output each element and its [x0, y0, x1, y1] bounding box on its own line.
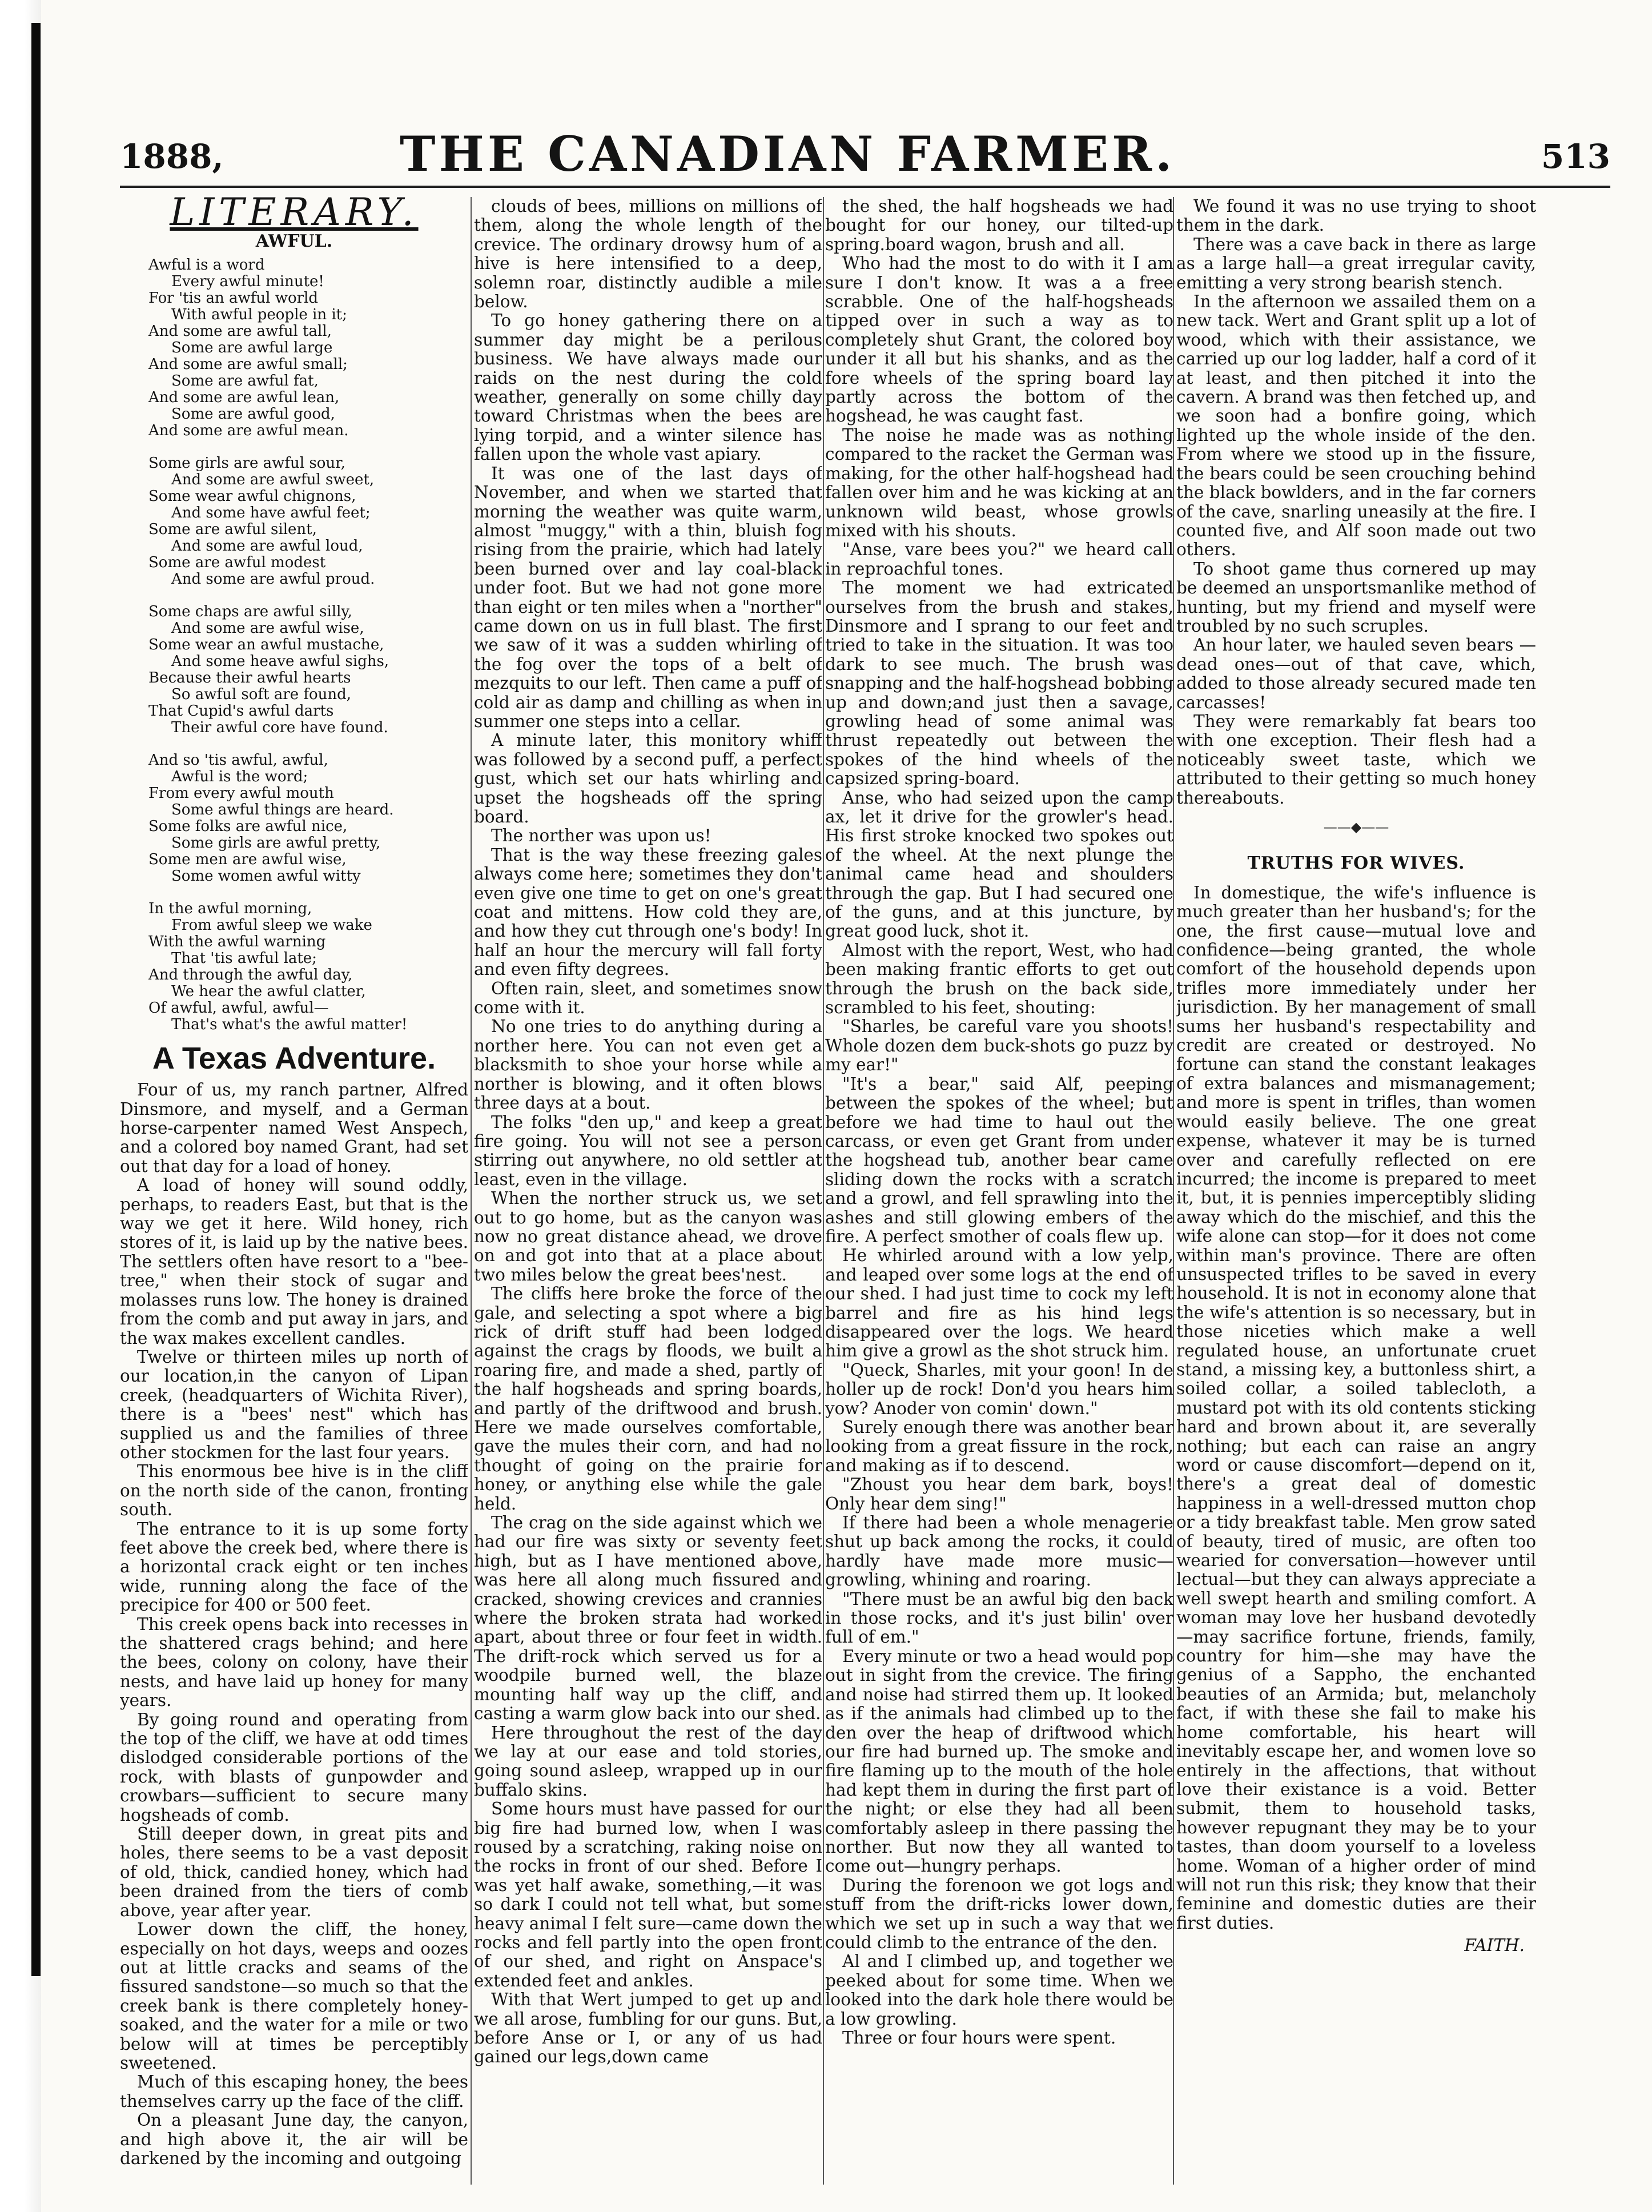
story-paragraph: They were remarkably fat bears too with one exception. Their flesh had a noticeably sweet taste, which we attributed to their getting so much honey thereabouts. [1176, 711, 1536, 808]
poem-line: For 'tis an awful world [148, 289, 318, 307]
story-paragraph: This creek opens back into recesses in the shattered crags behind; and here the bees, colony on colony, have their nests, and have laid up honey for many years. [120, 1614, 468, 1711]
poem-line: With awful people in it; [171, 306, 347, 323]
poem-line: We hear the awful clatter, [171, 982, 366, 1000]
story-paragraph: It was one of the last days of November, and when we started that morning the weather was quite warm, almost "muggy," with a thin, bluish fog rising from the prairie, which had lately been burned over and lay coal-black under foot. But we had not gone more than eight or ten miles when a "norther" came down on us in full blast. The first we saw of it was a sudden whirling of the fog over the tops of a belt of mezquits to our left. Then came a puff of cold air as damp and chilling as when in summer one steps into a cellar. [474, 463, 822, 731]
poem-line: Some are awful large [171, 339, 333, 356]
poem-line: And some are awful sweet, [171, 471, 375, 488]
poem-stanza [148, 455, 468, 588]
poem-line: So awful soft are found, [171, 685, 352, 703]
poem-line: Some women awful witty [171, 867, 361, 885]
poem-line: Some wear an awful mustache, [148, 636, 384, 653]
poem-line: And some are awful loud, [171, 537, 363, 555]
story-column-1-body [120, 1081, 468, 2168]
poem-line: With the awful warning [148, 933, 326, 950]
column-rule [471, 197, 472, 2185]
story-paragraph: Some hours must have passed for our big fire had burned low, when I was roused by a scratching, raking noise on the rocks in front of our shed. Before I was yet half awake, something,—it was so dark I could not tell what, but some heavy animal I felt sure—came down the rocks and fell partly into the open front of our shed, and right on Anspace's extended feet and ankles. [474, 1799, 822, 1990]
truths-body [1176, 884, 1536, 1933]
poem-line: Some girls are awful sour, [148, 454, 345, 472]
story-paragraph: Al and I climbed up, and together we peeked about for some time. When we looked into the dark hole there would be a low growling. [825, 1952, 1173, 2029]
story-paragraph: If there had been a whole menagerie shut up back among the rocks, it could hardly have made more music—growling, whining and roaring. [825, 1513, 1173, 1590]
poem-line: And some heave awful sighs, [171, 652, 389, 670]
poem-line: Some are awful fat, [171, 372, 319, 390]
poem-line: Awful is the word; [171, 768, 308, 785]
poem-stanza [148, 752, 468, 885]
story-paragraph: With that Wert jumped to get up and we all arose, fumbling for our guns. But, before Anse or I, or any of us had gained our legs,down came [474, 1990, 822, 2067]
poem-title: AWFUL. [255, 231, 333, 252]
story-paragraph: Anse, who had seized upon the camp ax, let it drive for the growler's head. His first stroke knocked two spokes out of the wheel. At the next plunge the animal came head and shoulders through the gap. But I had secured one of the guns, and at this juncture, by great good luck, shot it. [825, 788, 1173, 941]
poem-line: Some are awful silent, [148, 520, 317, 538]
poem-line: Some awful things are heard. [171, 801, 394, 818]
story-paragraph: clouds of bees, millions on millions of them, along the whole length of the crevice. The ordinary drowsy hum of a hive is here intensified to a deep, solemn roar, distinctly audible a mile below. [474, 197, 822, 312]
story-paragraph: No one tries to do anything during a norther here. You can not even get a blacksmith to shoe your horse while a norther is blowing, and it often blows three days at a bout. [474, 1017, 822, 1113]
story-paragraph: Here throughout the rest of the day we lay at our ease and told stories, going sound asleep, wrapped up in our buffalo skins. [474, 1723, 822, 1800]
truths-section-title: TRUTHS FOR WIVES. [1247, 853, 1465, 874]
column-rule [823, 197, 824, 2185]
poem-line: And some are awful proud. [171, 570, 375, 588]
story-paragraph: The entrance to it is up some forty feet above the creek bed, where there is a horizontal crack eight or ten inches wide, running along the face of the precipice for 400 or 500 feet. [120, 1519, 468, 1615]
story-paragraph: The folks "den up," and keep a great fire going. You will not see a person stirring out anywhere, no old settler at least, even in the village. [474, 1112, 822, 1189]
story-paragraph: To shoot game thus cornered up may be deemed an unsportsmanlike method of hunting, but my friend and myself were troubled by no such scruples. [1176, 559, 1536, 636]
story-column-2-body [474, 197, 822, 2067]
poem-line: And some are awful lean, [148, 388, 340, 406]
section-ornament: ——◆—— [1323, 819, 1389, 835]
literary-section-title: LITERARY. [170, 197, 419, 234]
story-paragraph: The moment we had extricated ourselves from the brush and stakes, Dinsmore and I sprang to our feet and tried to take in the situation. It was too dark to see much. The brush was snapping and the half-hogshead bobbing up and down;and just then a savage, growling head of some animal was thrust repeatedly out between the spokes of the hind wheels of the capsized spring-board. [825, 578, 1173, 789]
story-paragraph: To go honey gathering there on a summer day might be a perilous business. We have always made our raids on the nest during the cold weather, generally on some chilly day toward Christmas when the bees are lying torpid, and a winter silence has fallen upon the whole vast apiary. [474, 311, 822, 464]
poem-stanza [148, 901, 468, 1033]
story-paragraph: "Queck, Sharles, mit your goon! In de holler up de rock! Don'd you hears him yow? Anoder von comin' down." [825, 1360, 1173, 1418]
column-3 [825, 197, 1173, 2185]
story-paragraph: Lower down the cliff, the honey, especially on hot days, weeps and oozes out at little cracks and seams of the fissured sandstone—so much so that the creek bank is there completely honey-soaked, and the water for a mile or two below will at times be perceptibly sweetened. [120, 1920, 468, 2073]
poem-line: Some are awful modest [148, 553, 326, 571]
story-paragraph: The norther was upon us! [491, 826, 712, 846]
story-paragraph: During the forenoon we got logs and stuff from the drift-ricks lower down, which we set up in such a way that we could climb to the entrance of the den. [825, 1875, 1173, 1952]
truths-paragraph: In domestique, the wife's influence is much greater than her husband's; for the one, the first cause—mutual love and confidence—being granted, the whole comfort of the household depends upon trifles more immediately under her jurisdiction. By her management of small sums her husband's respectability and credit are created or destroyed. No fortune can stand the constant leakages of extra balances and mismanagement; and more is spent in trifles, than women would easily believe. The one great expense, whatever it may be is turned over and carefully reflected on ere incurred; the income is prepared to meet it, but, it is pennies imperceptibly sliding away which do the mischief, and this the wife alone can stop—for it does not come within man's province. There are often unsuspected trifles to be saved in every household. It is not in economy alone that the wife's attention is so necessary, but in those niceties which make a well regulated house, an unfortunate cruet stand, a missing key, a buttonless shirt, a soiled collar, a soiled tablecloth, a mustard pot with its old contents sticking hard and brown about it, are severally nothing; but each can raise an angry word or cause discomfort—depend on it, there's a great deal of domestic happiness in a well-dressed mutton chop or a tidy breakfast table. Men grow sated of beauty, tired of music, are often too wearied for conversation—however until lectual—but they can always appreciate a well swept hearth and smiling comfort. A woman may love her husband devotedly—may sacrifice fortune, friends, family, country for him—she may have the genius of a Sappho, the enchanted beauties of an Armida; but, melancholy fact, if with these she fail to make his home comfortable, his heart will inevitably escape her, and women love so entirely in the affections, that without love their existance is a void. Better submit, them to household tasks, however repugnant they may be to your tastes, than doom yourself to a loveless home. Woman of a higher order of mind will not run this risk; they know that their feminine and domestic duties are their first duties. [1176, 882, 1536, 1933]
story-paragraph: When the norther struck us, we set out to go home, but as the canyon was now no great distance ahead, we drove on and got into that at a place about two miles below the great bees'nest. [474, 1189, 822, 1284]
story-paragraph: Four of us, my ranch partner, Alfred Dinsmore, and myself, and a German horse-carpenter named West Anspech, and a colored boy named Grant, had set out that day for a load of honey. [120, 1080, 468, 1176]
story-paragraph: This enormous bee hive is in the cliff on the north side of the canon, fronting south. [120, 1462, 468, 1520]
story-paragraph: A load of honey will sound oddly, perhaps, to readers East, but that is the way we get it here. Wild honey, rich stores of it, is laid up by the native bees. The settlers often have resort to a "bee-tree," when their stock of sugar and molasses runs low. The honey is drained from the comb and put away in jars, and the wax makes excellent candles. [120, 1175, 468, 1348]
page-header [120, 120, 1610, 183]
story-paragraph: "It's a bear," said Alf, peeping between the spokes of the wheel; but before we had time to haul out the carcass, or even get Grant from under the hogshead tub, another bear came sliding down the rocks with a scratch and a growl, and fell sprawling into the ashes and still glowing embers of the fire. A perfect smother of coals flew up. [825, 1074, 1173, 1246]
article-signature: FAITH. [1464, 1936, 1525, 1956]
poem-line: Because their awful hearts [148, 669, 351, 687]
story-paragraph: the shed, the half hogsheads we had bought for our honey, our tilted-up spring.board wagon, brush and all. [825, 197, 1173, 254]
story-column-4-body [1176, 197, 1536, 808]
poem-line: Some wear awful chignons, [148, 487, 356, 505]
story-paragraph: On a pleasant June day, the canyon, and high above it, the air will be darkened by the incoming and outgoing [120, 2110, 468, 2168]
story-paragraph: "Sharles, be careful vare you shoots! Whole dozen dem buck-shots go puzz by my ear!" [825, 1017, 1173, 1075]
poem-line: Their awful core have found. [171, 718, 388, 736]
story-paragraph: In the afternoon we assailed them on a new tack. Wert and Grant split up a lot of wood, which with their assistance, we carried up our log ladder, half a cord of it at least, and then pitched it into the cavern. A brand was then fetched up, and we soon had a bonfire going, which lighted up the whole inside of the den. From where we stood up in the fissure, the bears could be seen crouching behind the black bowlders, and in the far corners of the cave, snarling uneasily at the fire. I counted five, and Alf soon made out two others. [1176, 292, 1536, 560]
poem-line: And some are awful wise, [171, 619, 364, 637]
story-paragraph: Twelve or thirteen miles up north of our location,in the canyon of Lipan creek, (headquarters of Wichita River), there is a "bees' nest" which has supplied us and the families of three other stockmen for the last four years. [120, 1347, 468, 1462]
story-paragraph: "There must be an awful big den back in those rocks, and it's just bilin' over full of em." [825, 1589, 1173, 1647]
masthead-title: THE CANADIAN FARMER. [400, 126, 1176, 182]
column-4 [1176, 197, 1536, 2185]
page-year: 1888, [120, 137, 224, 176]
story-paragraph: Still deeper down, in great pits and holes, there seems to be a vast deposit of old, thick, candied honey, which had been drained from the tiers of comb above, year after year. [120, 1824, 468, 1920]
story-paragraph: Almost with the report, West, who had been making frantic efforts to get out through the brush on the back side, scrambled to his feet, shouting: [825, 940, 1173, 1018]
story-title: A Texas Adventure. [152, 1041, 436, 1075]
story-paragraph: Three or four hours were spent. [842, 2028, 1116, 2048]
story-paragraph: The noise he made was as nothing compared to the racket the German was making, for the other half-hogshead had fallen over him and he was kicking at an unknown wild beast, whose growls mixed with his shouts. [825, 425, 1173, 540]
header-rule [120, 186, 1610, 188]
story-paragraph: Much of this escaping honey, the bees themselves carry up the face of the cliff. [120, 2072, 468, 2111]
story-paragraph: There was a cave back in there as large as a large hall—a great irregular cavity, emitting a very strong bearish stench. [1176, 234, 1536, 292]
poem-line: From awful sleep we wake [171, 916, 372, 934]
binding-edge [31, 23, 41, 1976]
poem-awful [120, 257, 468, 1033]
poem-line: Some girls are awful pretty, [171, 834, 381, 852]
poem-stanza [148, 604, 468, 736]
story-paragraph: We found it was no use trying to shoot them in the dark. [1176, 197, 1536, 235]
poem-line: And some are awful mean. [148, 421, 349, 439]
story-paragraph: Who had the most to do with it I am sure I don't know. It was a a free scrabble. One of the half-hogsheads tipped over in such a way as to completely shut Grant, the colored boy under it all but his shanks, and as the fore wheels of the spring board lay partly across the bottom of the hogshead, he was caught fast. [825, 254, 1173, 426]
poem-line: And through the awful day, [148, 966, 353, 983]
story-paragraph: "Anse, vare bees you?" we heard call in reproachful tones. [825, 540, 1173, 579]
story-paragraph: The crag on the side against which we had our fire was sixty or seventy feet high, but as I have mentioned above, was here all along much fissured and cracked, showing crevices and crannies where the broken strata had worked apart, about three or four feet in width. The drift-rock which served us for a woodpile burned well, the blaze mounting half way up the cliff, and casting a warm glow back into our shed. [474, 1513, 822, 1724]
story-paragraph: He whirled around with a low yelp, and leaped over some logs at the end of our shed. I had just time to cock my left barrel and fire as his hind legs disappeared over the logs. We heard him give a growl as the shot struck him. [825, 1246, 1173, 1361]
poem-line: Some chaps are awful silly, [148, 603, 352, 620]
poem-line: That 'tis awful late; [171, 949, 317, 967]
poem-line: That Cupid's awful darts [148, 702, 334, 720]
story-paragraph: By going round and operating from the top of the cliff, we have at odd times dislodged considerable portions of the rock, with blasts of gunpowder and crowbars—sufficient to secure many hogsheads of comb. [120, 1709, 468, 1825]
poem-line: Every awful minute! [171, 272, 324, 290]
story-paragraph: An hour later, we hauled seven bears —dead ones—out of that cave, which, added to those already secured made ten carcasses! [1176, 635, 1536, 712]
poem-line: Some men are awful wise, [148, 850, 347, 868]
column-2 [474, 197, 822, 2185]
poem-line: Of awful, awful, awful— [148, 999, 329, 1017]
column-1 [120, 197, 468, 2185]
poem-line: From every awful mouth [148, 784, 334, 802]
poem-line: In the awful morning, [148, 900, 312, 917]
story-paragraph: Often rain, sleet, and sometimes snow come with it. [474, 978, 822, 1018]
poem-line: And so 'tis awful, awful, [148, 751, 328, 769]
poem-line: Some are awful good, [171, 405, 335, 423]
poem-line: Awful is a word [148, 256, 265, 274]
page-number: 513 [1541, 137, 1610, 176]
story-paragraph: "Zhoust you hear dem bark, boys! Only hear dem sing!" [825, 1475, 1173, 1514]
poem-line: And some have awful feet; [171, 504, 371, 521]
poem-stanza [148, 257, 468, 439]
story-column-3-body [825, 197, 1173, 2048]
story-paragraph: The cliffs here broke the force of the gale, and selecting a spot where a big rick of drift stuff had been lodged against the crags by floods, we built a roaring fire, and made a shed, partly of the half hogsheads and spring boards, and partly of the driftwood and brush. Here we made ourselves comfortable, gave the mules their corn, and had no thought of going on the prairie for honey, or anything else while the gale held. [474, 1284, 822, 1514]
story-paragraph: Every minute or two a head would pop out in sight from the crevice. The firing and noise had stirred them up. It looked as if the animals had climbed up to the den over the heap of driftwood which our fire had burned up. The smoke and fire flaming up to the mouth of the hole had kept them in during the first part of the night; or else they had all been comfortably asleep in there passing the norther. But now they all wanted to come out—hungry perhaps. [825, 1646, 1173, 1876]
poem-line: And some are awful small; [148, 355, 348, 373]
poem-line: That's what's the awful matter! [171, 1015, 408, 1033]
story-paragraph: That is the way these freezing gales always come here; sometimes they don't even give one time to get on one's great coat and mittens. How cold they are, and how they cut through one's body! In half an hour the mercury will fall forty and even fifty degrees. [474, 845, 822, 979]
poem-line: And some are awful tall, [148, 322, 332, 340]
story-paragraph: Surely enough there was another bear looking from a great fissure in the rock, and making as if to descend. [825, 1418, 1173, 1475]
poem-line: Some folks are awful nice, [148, 817, 348, 835]
story-paragraph: A minute later, this monitory whiff was followed by a second puff, a perfect gust, which set our hats whirling and upset the hogsheads off the spring board. [474, 730, 822, 826]
